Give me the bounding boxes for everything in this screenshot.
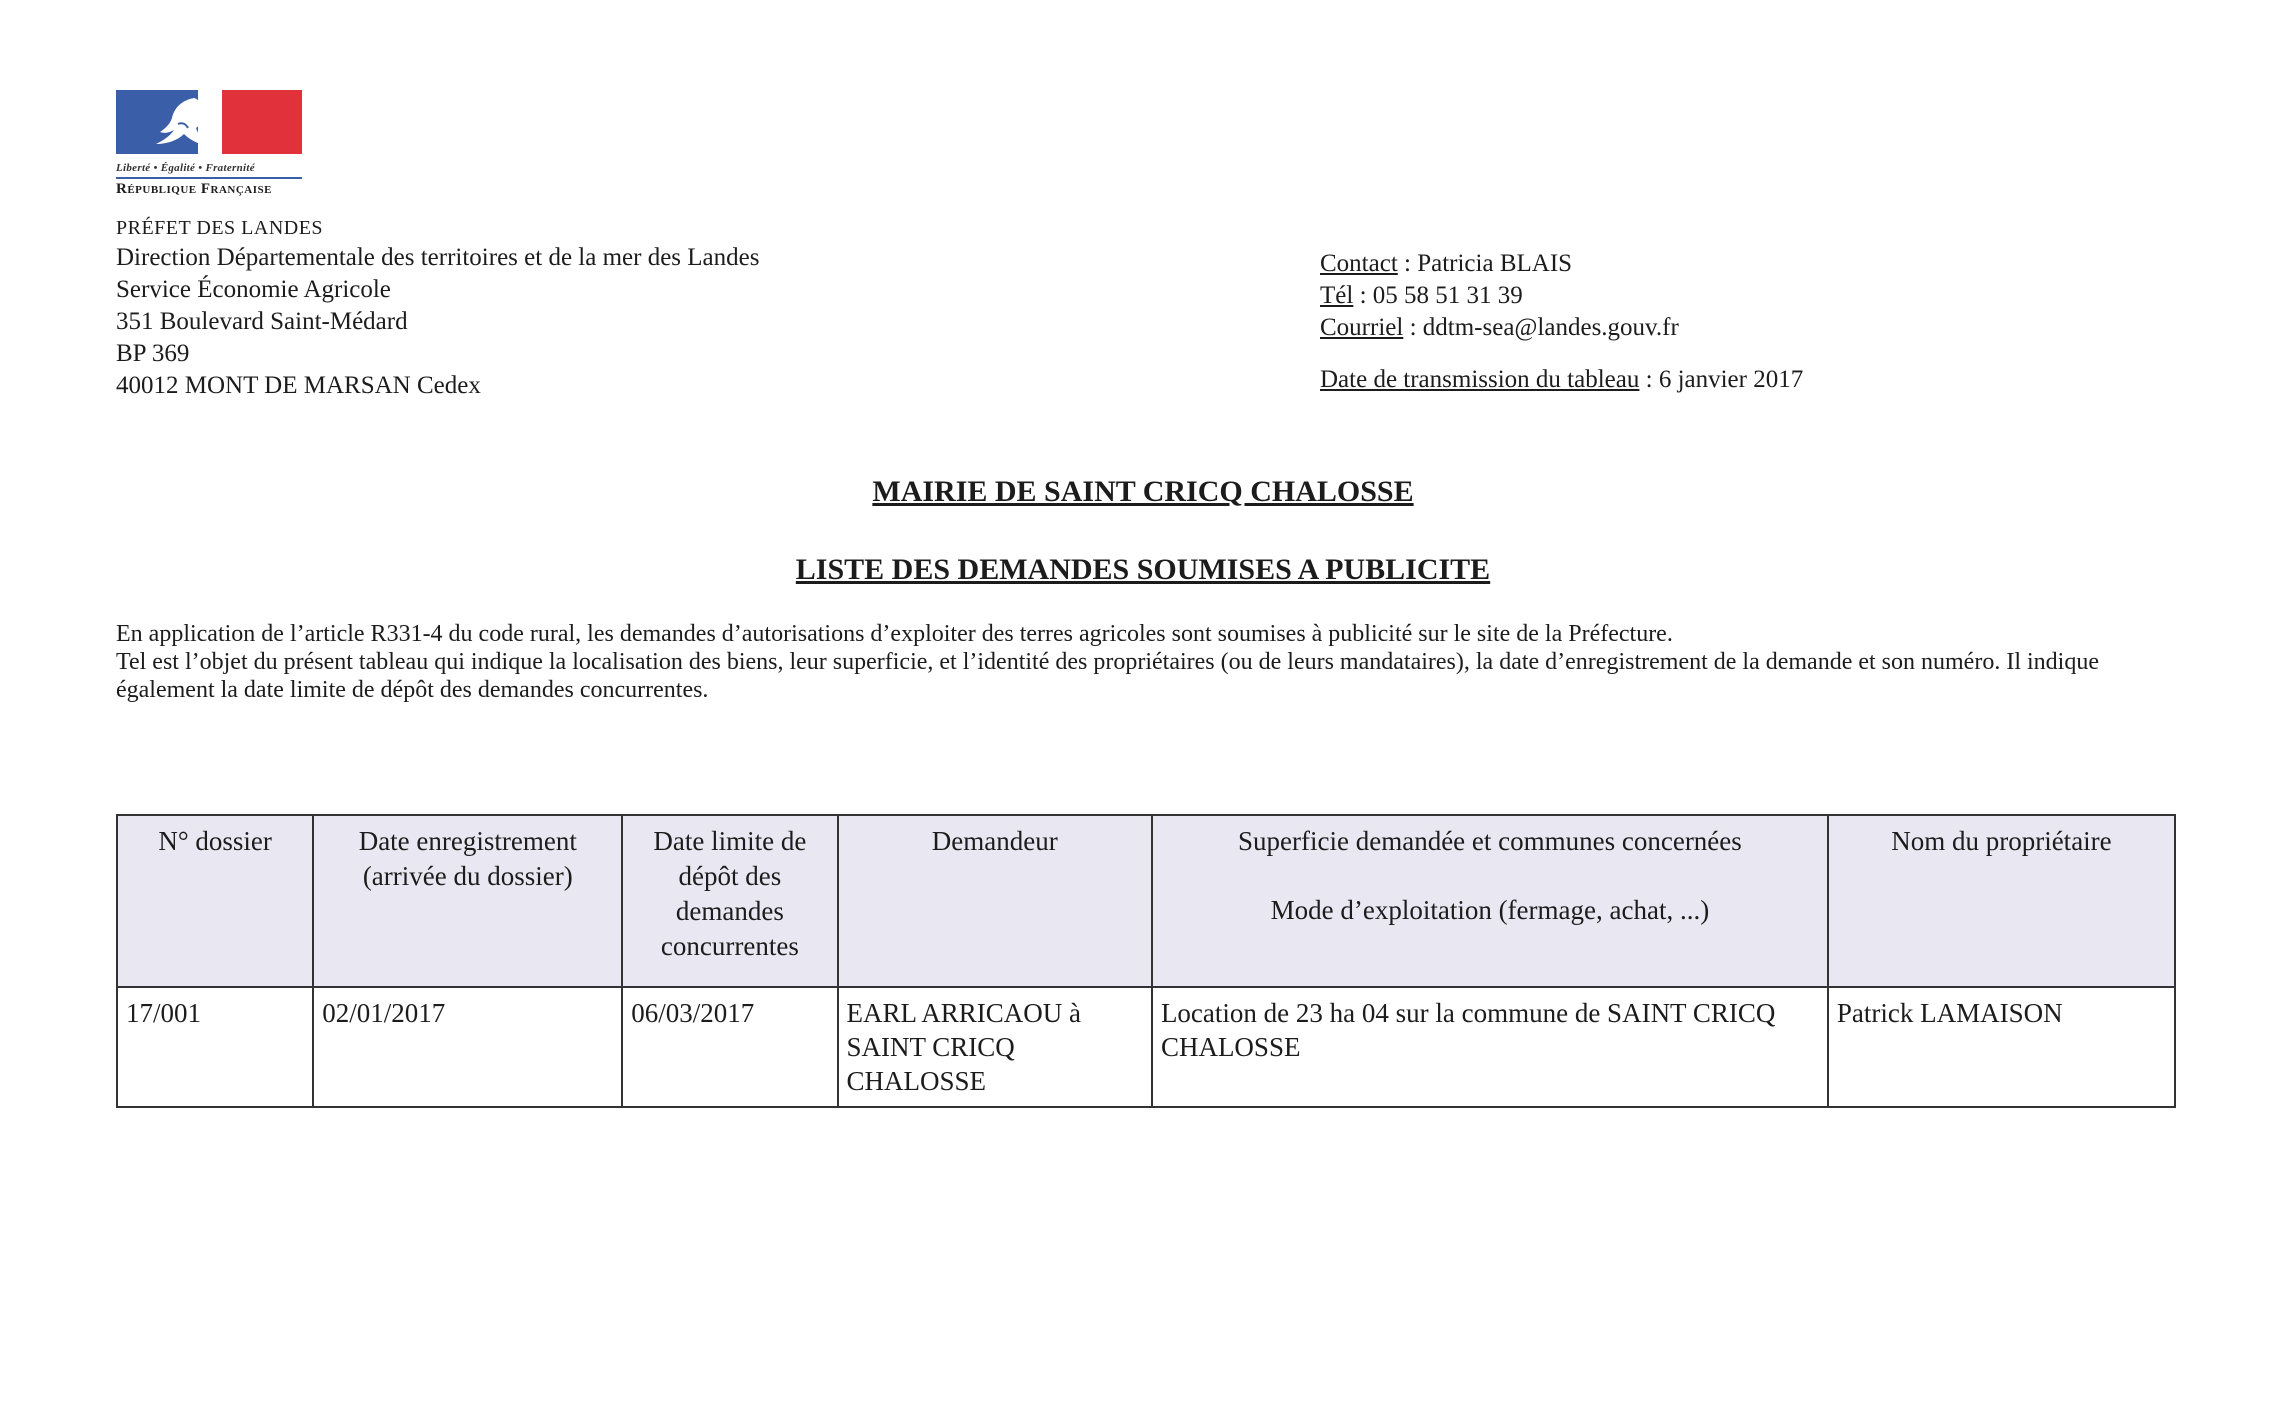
cell-date-limite: 06/03/2017 (622, 987, 837, 1107)
header-superficie-label: Superficie demandée et communes concernées (1238, 826, 1742, 856)
mairie-title: MAIRIE DE SAINT CRICQ CHALOSSE (872, 475, 1414, 508)
cell-date-enregistrement: 02/01/2017 (313, 987, 622, 1107)
cell-dossier: 17/001 (117, 987, 313, 1107)
contact-value: : Patricia BLAIS (1397, 250, 1573, 277)
header-superficie (1152, 815, 1828, 987)
tricolor-flag-icon (116, 90, 302, 154)
marianne-profile-icon (152, 94, 198, 154)
contact-label: Contact (1320, 250, 1398, 277)
marianne-logo (116, 90, 306, 198)
demandes-table (116, 814, 2176, 1108)
sender-line-service: Service Économie Agricole (116, 276, 391, 303)
liste-title: LISTE DES DEMANDES SOUMISES A PUBLICITE (795, 553, 1491, 586)
prefet-heading: PRÉFET DES LANDES (116, 217, 324, 239)
sender-address-block (116, 214, 759, 402)
tel-label: Tél (1320, 282, 1354, 309)
tel-line (1320, 280, 1803, 312)
cell-proprietaire: Patrick LAMAISON (1828, 987, 2175, 1107)
sender-line-city: 40012 MONT DE MARSAN Cedex (116, 372, 481, 399)
sender-line-bp: BP 369 (116, 340, 190, 367)
table-row (117, 987, 2175, 1107)
intro-paragraph (116, 620, 2176, 704)
cell-demandeur: EARL ARRICAOU à SAINT CRICQ CHALOSSE (838, 987, 1152, 1107)
contact-line (1320, 248, 1803, 280)
cell-superficie: Location de 23 ha 04 sur la commune de SAINT CRICQ CHALOSSE (1152, 987, 1828, 1107)
transmission-date-label: Date de transmission du tableau (1320, 366, 1640, 393)
transmission-date-value: : 6 janvier 2017 (1639, 366, 1804, 393)
republique-francaise-label: République Française (116, 181, 272, 197)
header-mode-label: Mode d’exploitation (fermage, achat, ...) (1270, 895, 1710, 925)
transmission-date-line (1320, 364, 1803, 396)
republic-motto: Liberté • Égalité • Fraternité (116, 162, 255, 174)
intro-line-2: Tel est l’objet du présent tableau qui indique la localisation des biens, leur superficie, et l’identité des propriétaires (ou de leurs mandataires), la date d’enregistrement de la demande et son numéro. Il indique également la date limite de dépôt des demandes concurrentes. (116, 649, 2099, 703)
table-header-row (117, 815, 2175, 987)
intro-line-1: En application de l’article R331-4 du code rural, les demandes d’autorisations d’exploiter des terres agricoles sont soumises à publicité sur le site de la Préfecture. (116, 621, 1673, 647)
sender-line-direction: Direction Départementale des territoires et de la mer des Landes (116, 244, 760, 271)
header-date-enregistrement: Date enregistrement (arrivée du dossier) (313, 815, 622, 987)
tel-value: : 05 58 51 31 39 (1353, 282, 1523, 309)
header-date-limite: Date limite de dépôt des demandes concurrentes (622, 815, 837, 987)
header-dossier: N° dossier (117, 815, 313, 987)
logo-divider (116, 177, 302, 179)
sender-line-street: 351 Boulevard Saint-Médard (116, 308, 408, 335)
courriel-value: : ddtm-sea@landes.gouv.fr (1403, 314, 1679, 341)
courriel-label: Courriel (1320, 314, 1404, 341)
contact-block (1320, 248, 1803, 396)
header-demandeur: Demandeur (838, 815, 1152, 987)
courriel-line (1320, 312, 1803, 344)
header-proprietaire: Nom du propriétaire (1828, 815, 2175, 987)
